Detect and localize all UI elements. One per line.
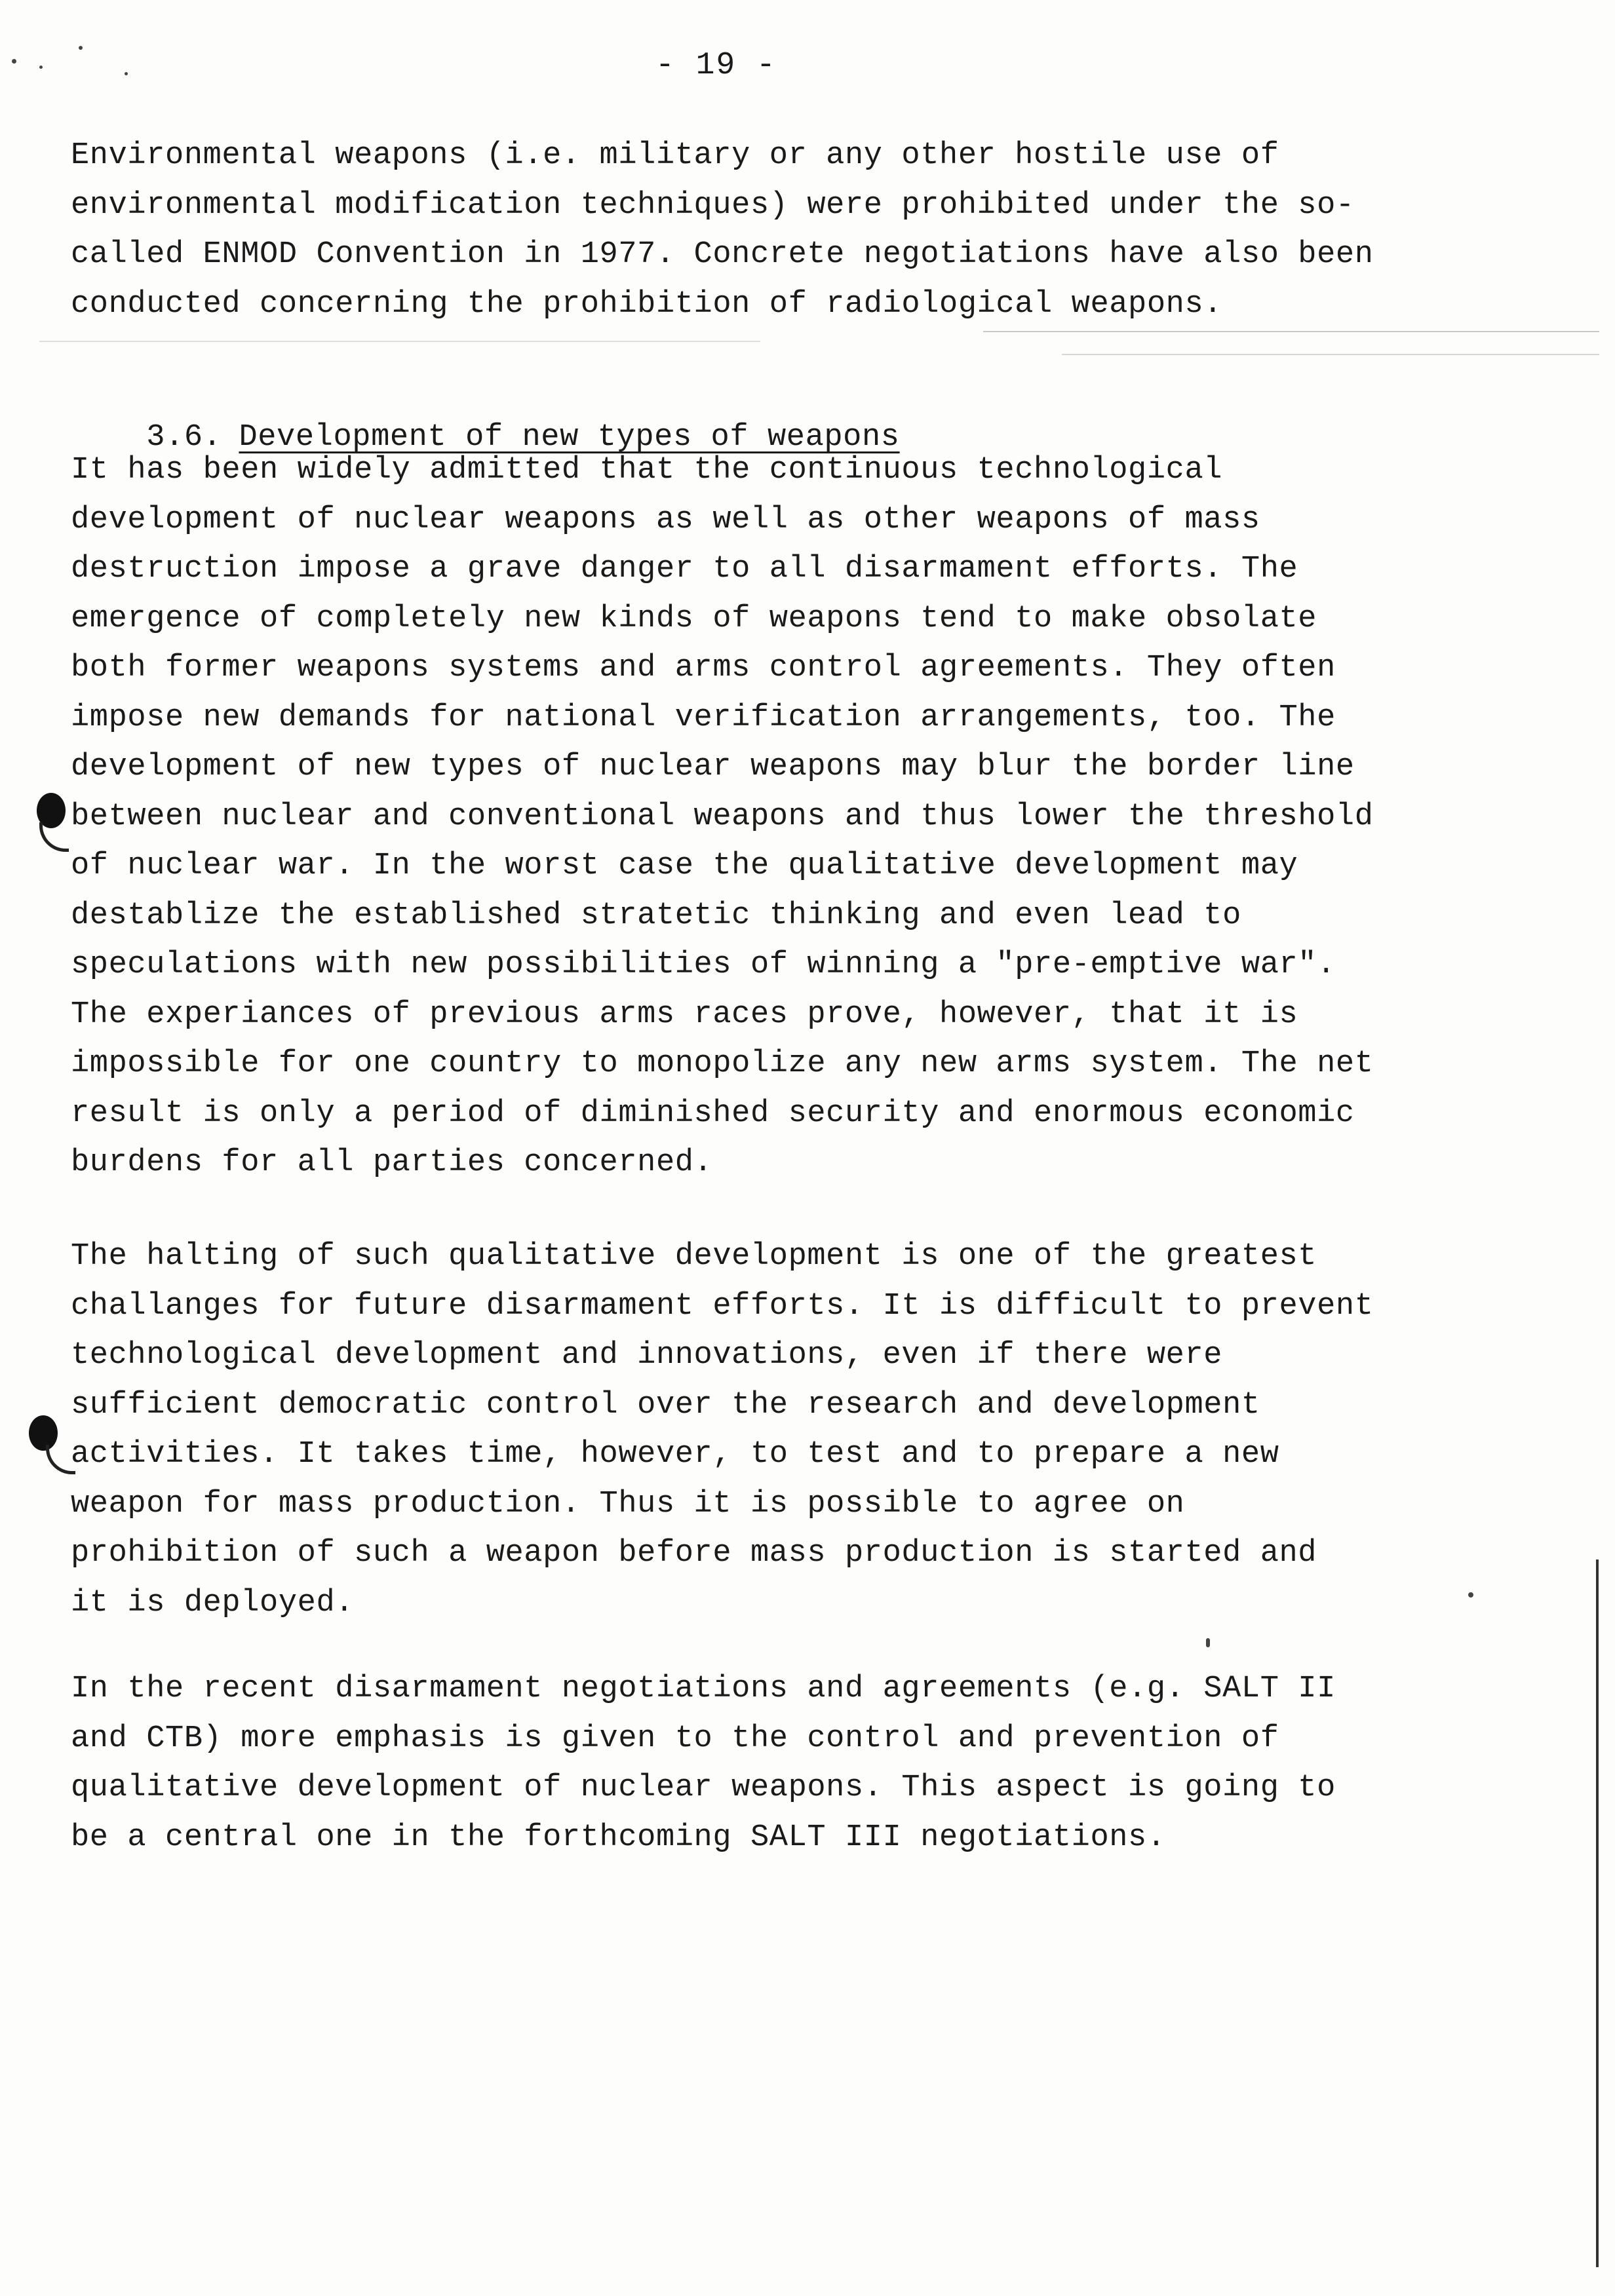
paragraph-halting-qualitative-development bbox=[71, 1232, 1513, 1628]
text-line: activities. It takes time, however, to test and to prepare a new bbox=[71, 1437, 1279, 1472]
text-line: challanges for future disarmament efforts. It is difficult to prevent bbox=[71, 1288, 1374, 1324]
paragraph-technological-development bbox=[71, 446, 1513, 1188]
text-line: destablize the established stratetic thinking and even lead to bbox=[71, 898, 1241, 933]
text-line: The halting of such qualitative development is one of the greatest bbox=[71, 1239, 1317, 1274]
text-line: both former weapons systems and arms control agreements. They often bbox=[71, 651, 1336, 685]
scan-speck bbox=[79, 46, 83, 50]
section-title: Development of new types of weapons bbox=[239, 420, 900, 455]
text-line: technological development and innovations, even if there were bbox=[71, 1338, 1223, 1373]
text-line: development of new types of nuclear weapons may blur the border line bbox=[71, 750, 1355, 784]
text-line: sufficient democratic control over the research and development bbox=[71, 1387, 1260, 1423]
text-line: It has been widely admitted that the continuous technological bbox=[71, 453, 1223, 488]
punch-hole-arc bbox=[46, 1445, 75, 1474]
text-line: burdens for all parties concerned. bbox=[71, 1145, 713, 1180]
punch-hole-arc bbox=[39, 822, 69, 852]
text-line: emergence of completely new kinds of weapons tend to make obsolate bbox=[71, 601, 1317, 636]
paragraph-environmental-weapons bbox=[71, 131, 1513, 329]
scan-noise bbox=[39, 341, 760, 342]
text-line: impose new demands for national verification arrangements, too. The bbox=[71, 700, 1336, 735]
text-line: environmental modification techniques) were prohibited under the so- bbox=[71, 187, 1355, 223]
text-line: destruction impose a grave danger to all disarmament efforts. The bbox=[71, 552, 1298, 586]
text-line: between nuclear and conventional weapons and thus lower the threshold bbox=[71, 799, 1374, 834]
text-line: called ENMOD Convention in 1977. Concrete negotiations have also been bbox=[71, 237, 1374, 272]
margin-rule bbox=[1596, 1559, 1599, 2267]
paragraph-recent-negotiations bbox=[71, 1664, 1513, 1862]
text-line: weapon for mass production. Thus it is possible to agree on bbox=[71, 1486, 1185, 1521]
text-line: conducted concerning the prohibition of radiological weapons. bbox=[71, 286, 1223, 322]
text-line: In the recent disarmament negotiations and agreements (e.g. SALT II bbox=[71, 1672, 1336, 1706]
text-line: qualitative development of nuclear weapons. This aspect is going to bbox=[71, 1770, 1336, 1805]
scan-speck bbox=[1206, 1638, 1210, 1647]
text-line: it is deployed. bbox=[71, 1585, 355, 1620]
scan-speck bbox=[39, 66, 43, 69]
text-line: impossible for one country to monopolize any new arms system. The net bbox=[71, 1046, 1374, 1081]
text-line: result is only a period of diminished security and enormous economic bbox=[71, 1096, 1355, 1131]
text-line: of nuclear war. In the worst case the qualitative development may bbox=[71, 849, 1298, 883]
page-number: - 19 - bbox=[655, 48, 777, 83]
scan-speck bbox=[12, 59, 16, 64]
text-line: development of nuclear weapons as well as other weapons of mass bbox=[71, 502, 1260, 537]
text-line: The experiances of previous arms races prove, however, that it is bbox=[71, 997, 1298, 1032]
scan-noise bbox=[983, 331, 1599, 332]
text-line: speculations with new possibilities of winning a "pre-emptive war". bbox=[71, 947, 1336, 982]
text-line: prohibition of such a weapon before mass production is started and bbox=[71, 1536, 1317, 1571]
scan-speck bbox=[125, 72, 128, 75]
text-line: and CTB) more emphasis is given to the control and prevention of bbox=[71, 1721, 1279, 1756]
scan-noise bbox=[1062, 354, 1599, 355]
section-number: 3.6. bbox=[146, 420, 222, 455]
text-line: be a central one in the forthcoming SALT III negotiations. bbox=[71, 1820, 1166, 1855]
text-line: Environmental weapons (i.e. military or any other hostile use of bbox=[71, 138, 1279, 173]
scan-speck bbox=[1468, 1592, 1473, 1598]
